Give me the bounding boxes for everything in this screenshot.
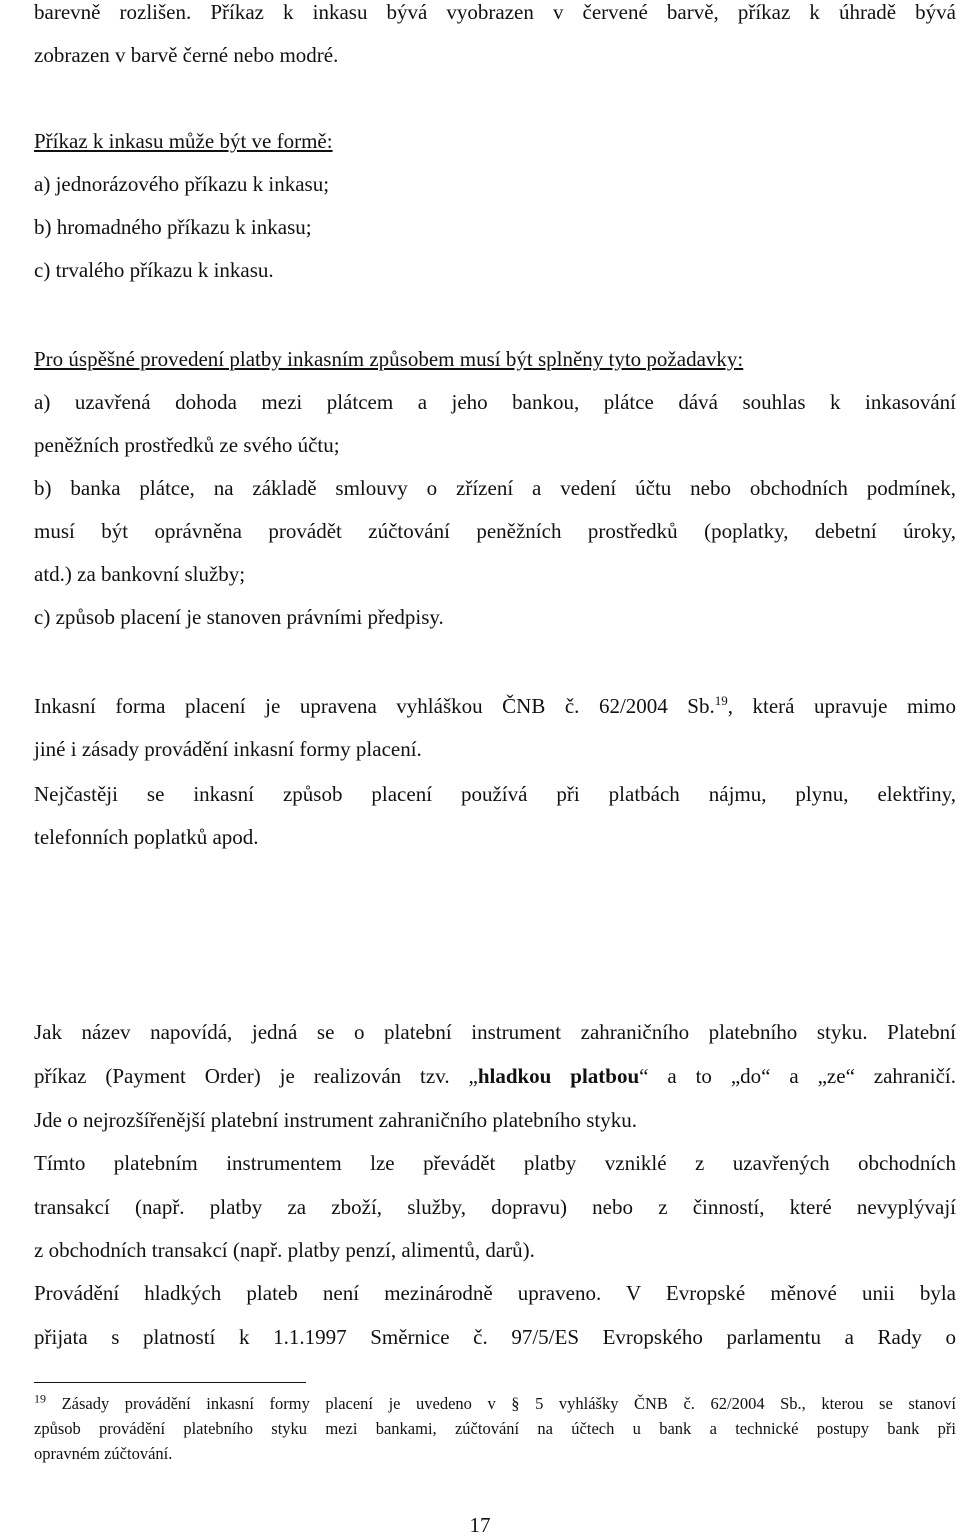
- text-line: transakcí (např. platby za zboží, služby, dopravu) nebo z činností, které nevyplývají: [34, 1195, 956, 1219]
- list-item: a) jednorázového příkazu k inkasu;: [34, 172, 330, 196]
- text-line: musí být oprávněna provádět zúčtování peněžních prostředků (poplatky, debetní úroky,: [34, 519, 956, 543]
- text-line: c) způsob placení je stanoven právními předpisy.: [34, 605, 444, 629]
- text-line: Nejčastěji se inkasní způsob placení používá při platbách nájmu, plynu, elektřiny,: [34, 782, 956, 806]
- text-line: Provádění hladkých plateb není mezinárodně upraveno. V Evropské měnové unii byla: [34, 1281, 956, 1305]
- footnote-separator: [34, 1382, 306, 1383]
- bold-term: hladkou platbou: [477, 1064, 640, 1088]
- text-span: “ a to „do“ a „ze“ zahraničí.: [639, 1064, 956, 1088]
- footnote-ref: 19: [714, 693, 728, 708]
- text-span: příkaz (Payment Order) je realizován tzv. „: [34, 1064, 478, 1088]
- text-line: peněžních prostředků ze svého účtu;: [34, 433, 340, 457]
- text-line: Tímto platebním instrumentem lze převádět platby vzniklé z uzavřených obchodních: [34, 1151, 956, 1175]
- text-line: a) uzavřená dohoda mezi plátcem a jeho bankou, plátce dává souhlas k inkasování: [34, 390, 956, 414]
- text-line: zobrazen v barvě černé nebo modré.: [34, 43, 339, 67]
- text-line: [34, 1061, 956, 1091]
- list-item: b) hromadného příkazu k inkasu;: [34, 215, 312, 239]
- text-line: barevně rozlišen. Příkaz k inkasu bývá vyobrazen v červené barvě, příkaz k úhradě bývá: [34, 0, 956, 24]
- text-line: telefonních poplatků apod.: [34, 825, 259, 849]
- footnote-line: [34, 1393, 956, 1415]
- requirements-intro-underlined: Pro úspěšné provedení platby inkasním způsobem musí být splněny tyto požadavky:: [34, 347, 744, 371]
- text-line: přijata s platností k 1.1.1997 Směrnice č. 97/5/ES Evropského parlamentu a Rady o: [34, 1325, 956, 1349]
- footnote-number: 19: [34, 1393, 46, 1406]
- footnote-line: způsob provádění platebního styku mezi bankami, zúčtování na účtech u bank a technické postupy bank při: [34, 1419, 956, 1438]
- list-intro-underlined: Příkaz k inkasu může být ve formě:: [34, 129, 333, 153]
- text-line: Jak název napovídá, jedná se o platební instrument zahraničního platebního styku. Platební: [34, 1020, 956, 1044]
- footnote-line: opravném zúčtování.: [34, 1444, 173, 1463]
- text-line: [34, 691, 956, 721]
- text-line: Jde o nejrozšířenější platební instrument zahraničního platebního styku.: [34, 1108, 638, 1132]
- section-heading: [34, 935, 956, 965]
- text-line: z obchodních transakcí (např. platby penzí, alimentů, darů).: [34, 1238, 535, 1262]
- text-line: b) banka plátce, na základě smlouvy o zřízení a vedení účtu nebo obchodních podmínek,: [34, 476, 956, 500]
- list-item: c) trvalého příkazu k inkasu.: [34, 258, 274, 282]
- text-span: Zásady provádění inkasní formy placení je uvedeno v § 5 vyhlášky ČNB č. 62/2004 Sb., kterou se stanoví: [61, 1394, 956, 1413]
- text-line: jiné i zásady provádění inkasní formy placení.: [34, 737, 422, 761]
- text-line: atd.) za bankovní služby;: [34, 562, 246, 586]
- page-number: 17: [469, 1513, 491, 1537]
- text-span: Inkasní forma placení je upravena vyhláškou ČNB č. 62/2004 Sb.: [34, 694, 715, 718]
- text-span: , která upravuje mimo: [727, 694, 956, 718]
